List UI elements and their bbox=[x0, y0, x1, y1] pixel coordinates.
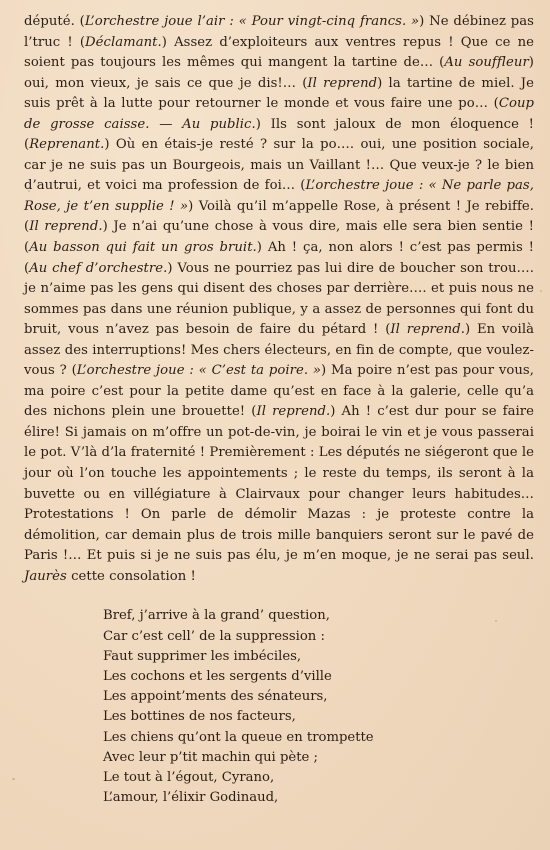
stage-direction: L’orchestre joue : « C’est ta poire. » bbox=[76, 363, 322, 379]
verse-line: Avec leur p’tit machin qui pète ; bbox=[103, 749, 318, 765]
stage-direction: Déclamant. bbox=[85, 34, 162, 50]
spoken-text: ) Je n’ai qu’une chose à vous dire, mais elle sera bien sentie ! ( bbox=[24, 219, 534, 256]
verse-line: Le tout à l’égout, Cyrano, bbox=[103, 769, 275, 785]
spoken-text: cette consolation ! bbox=[66, 568, 196, 584]
verse-line: Les bottines de nos facteurs, bbox=[103, 709, 296, 725]
spoken-text: ) Ne débinez pas l’truc ! ( bbox=[24, 14, 534, 50]
stage-direction: Coup de grosse caisse. — Au public. bbox=[24, 96, 534, 132]
spoken-text: ) En voilà assez des interruptions! Mes chers électeurs, en fin de compte, que voulez-vous ? ( bbox=[24, 322, 534, 379]
verse-line: Les cochons et les sergents d’ville bbox=[103, 668, 332, 684]
stage-direction: Au souffleur bbox=[444, 55, 529, 71]
stage-direction: Au chef d’orchestre. bbox=[29, 260, 168, 276]
stage-direction: Jaurès bbox=[24, 568, 67, 584]
verse-line: Bref, j’arrive à la grand’ question, bbox=[103, 608, 330, 624]
spoken-text: député. ( bbox=[24, 14, 85, 29]
song-verse bbox=[103, 606, 534, 808]
spoken-text: ) Ah ! c’est dur pour se faire élire! Si jamais on m’offre un pot-de-vin, je boirai le vin et je vous passerai le pot. V’là d’la fraternité ! Premièrement : Les députés ne siégeront que le jour où l’on touche les appointements ; le reste du temps, ils seront à la buvette ou en villégiature à Clairvaux pour changer leurs habitudes… Protestations ! On parle de démolir Mazas : je proteste contre la démolition, car demain plus de trois mille banquiers seront sur le pavé de Paris !… Et puis si je ne suis pas élu, je m’en moque, je ne serai pas seul. bbox=[24, 404, 535, 564]
stage-direction: L’orchestre joue : « Ne parle pas, Rose, je t’en supplie ! » bbox=[24, 178, 534, 214]
book-page bbox=[24, 12, 534, 808]
stage-direction: L’orchestre joue l’air : « Pour vingt-cinq francs. » bbox=[84, 14, 420, 29]
monologue-prose bbox=[24, 12, 534, 587]
stage-direction: Il reprend. bbox=[256, 404, 331, 420]
verse-line: Car c’est cell’ de la suppression : bbox=[103, 628, 325, 644]
spoken-text: ) Ils sont jaloux de mon éloquence ! ( bbox=[24, 116, 534, 153]
verse-line: Les chiens qu’ont la queue en trompette bbox=[103, 729, 374, 745]
spoken-text: ) Ah ! ça, non alors ! c’est pas permis ! ( bbox=[24, 240, 534, 276]
spoken-text: ) Vous ne pourriez pas lui dire de boucher son trou…. je n’aime pas les gens qui disent des choses par derrière…. et puis nous ne sommes pas dans une réunion publique, y a assez de personnes qui font du bruit, vous n’avez pas besoin de faire du pétard ! ( bbox=[24, 260, 534, 338]
stage-direction: Il reprend bbox=[307, 75, 378, 91]
spoken-text: ) Où en étais-je resté ? sur la po…. oui, une position sociale, car je ne suis pas un Bourgeois, mais un Vaillant !… Que veux-je ? le bien d’autrui, et voici ma profession de foi… ( bbox=[24, 137, 534, 194]
spoken-text: ) Assez d’exploiteurs aux ventres repus ! Que ce ne soient pas toujours les mêmes qui mangent la tartine de… ( bbox=[24, 34, 534, 71]
spoken-text: ) Ma poire n’est pas pour vous, ma poire c’est pour la petite dame qu’est en face à la galerie, celle qu’a des nichons plein une brouette! ( bbox=[24, 363, 534, 420]
stage-direction: Reprenant. bbox=[29, 137, 105, 153]
stage-direction: Au basson qui fait un gros bruit. bbox=[29, 240, 257, 256]
stage-direction: Il reprend. bbox=[390, 322, 465, 338]
spoken-text: ) Voilà qu’il m’appelle Rose, à présent ! Je rebiffe. ( bbox=[24, 198, 534, 235]
verse-line: Faut supprimer les imbéciles, bbox=[103, 648, 302, 664]
stage-direction: Il reprend. bbox=[29, 219, 103, 235]
verse-line: L’amour, l’élixir Godinaud, bbox=[103, 790, 279, 806]
prose-paragraph bbox=[24, 12, 534, 587]
spoken-text: ) la tartine de miel. Je suis prêt à la lutte pour retourner le monde et vous faire une po… ( bbox=[24, 75, 534, 112]
verse-line: Les appoint’ments des sénateurs, bbox=[103, 689, 328, 705]
spoken-text: ) oui, mon vieux, je sais ce que je dis!… ( bbox=[24, 55, 534, 91]
